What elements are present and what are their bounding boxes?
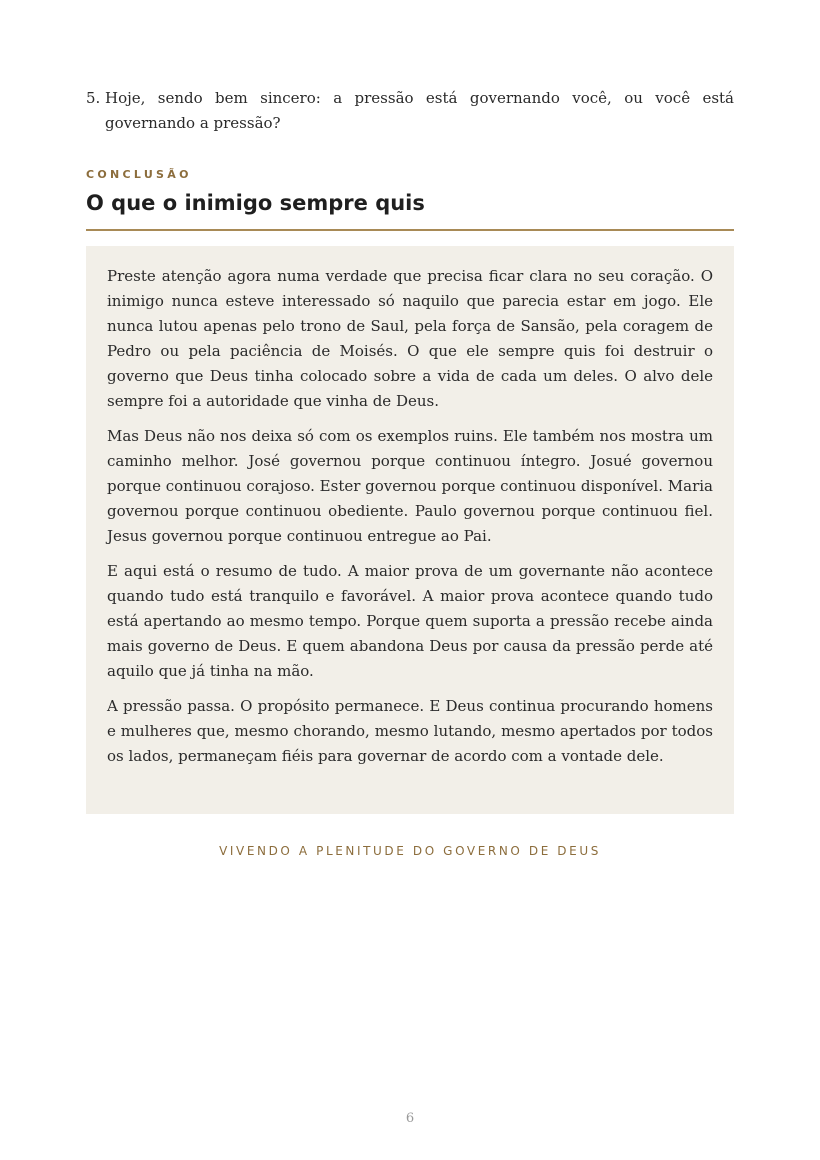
conclusion-paragraph: A pressão passa. O propósito permanece. E Deus continua procurando homens e mulheres que, mesmo chorando, mesmo lutando, mesmo apertados por todos os lados, permaneçam fiéis para governar de acordo com a vontade dele. — [107, 697, 713, 765]
reflection-question — [86, 86, 734, 136]
question-number: 5. — [86, 89, 101, 107]
page-number: 6 — [405, 1111, 415, 1126]
title-divider — [86, 229, 734, 231]
running-title: VIVENDO A PLENITUDE DO GOVERNO DE DEUS — [219, 844, 601, 858]
conclusion-paragraph: E aqui está o resumo de tudo. A maior prova de um governante não acontece quando tudo está tranquilo e favorável. A maior prova acontece quando tudo está apertando ao mesmo tempo. Porque quem suporta a pressão recebe ainda mais governo de Deus. E quem abandona Deus por causa da pressão perde até aquilo que já tinha na mão. — [107, 562, 713, 680]
conclusion-paragraph: Preste atenção agora numa verdade que precisa ficar clara no seu coração. O inimigo nunca esteve interessado só naquilo que parecia estar em jogo. Ele nunca lutou apenas pelo trono de Saul, pela força de Sansão, pela coragem de Pedro ou pela paciência de Moisés. O que ele sempre quis foi destruir o governo que Deus tinha colocado sobre a vida de cada um deles. O alvo dele sempre foi a autoridade que vinha de Deus. — [107, 267, 713, 410]
question-text: Hoje, sendo bem sincero: a pressão está governando você, ou você está governando a pressão? — [105, 89, 734, 132]
section-eyebrow: CONCLUSÃO — [86, 168, 192, 181]
conclusion-box — [86, 246, 734, 814]
section-title: O que o inimigo sempre quis — [86, 191, 425, 215]
conclusion-paragraph: Mas Deus não nos deixa só com os exemplos ruins. Ele também nos mostra um caminho melhor. José governou porque continuou íntegro. Josué governou porque continuou corajoso. Ester governou porque continuou disponível. Maria governou porque continuou obediente. Paulo governou porque continuou fiel. Jesus governou porque continuou entregue ao Pai. — [107, 427, 713, 545]
